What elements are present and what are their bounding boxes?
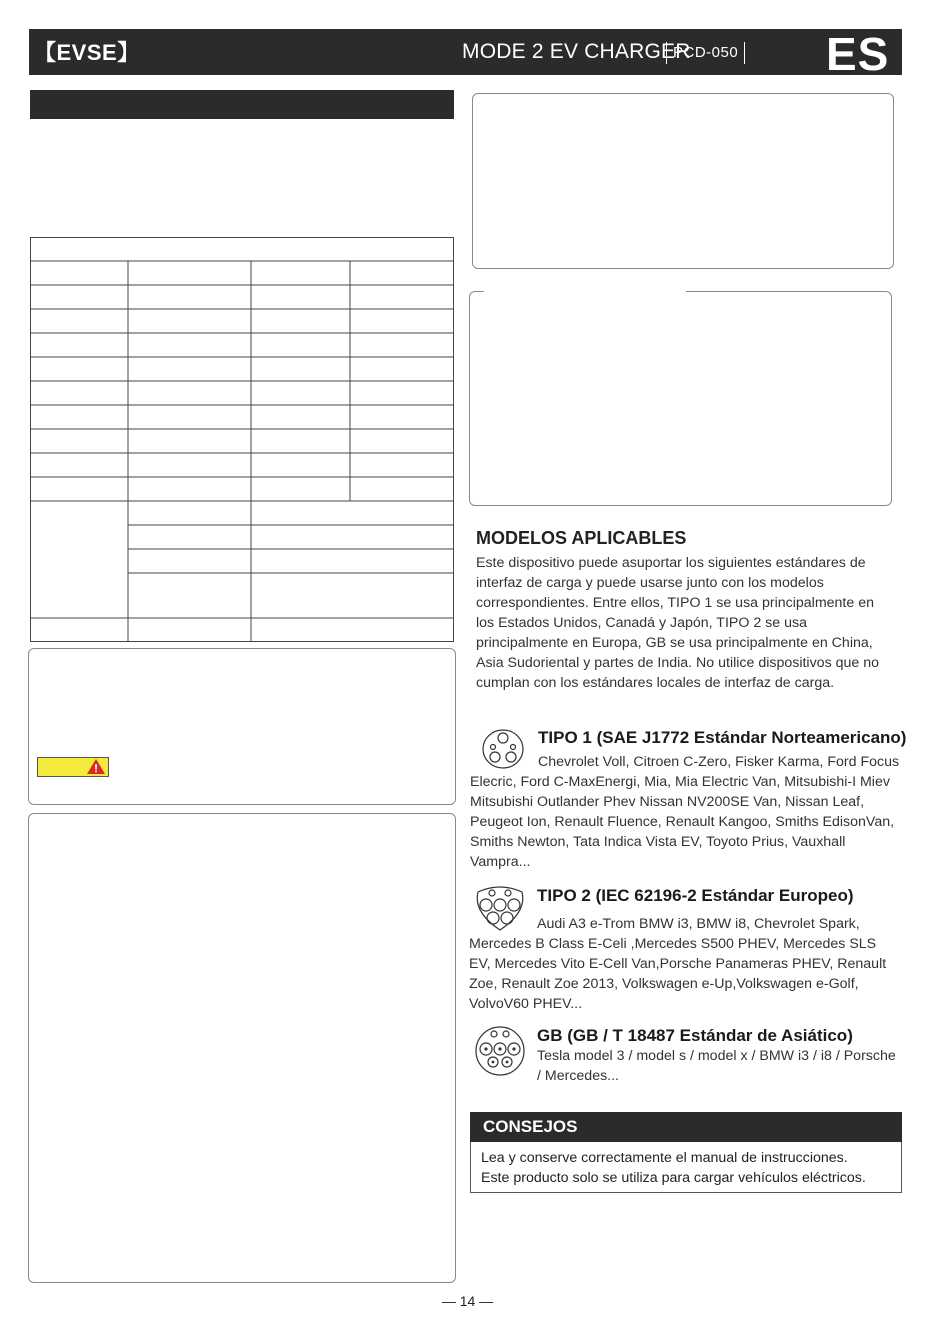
box-title-gap [484, 286, 686, 296]
tips-line: Lea y conserve correctamente el manual de instrucciones. [481, 1150, 848, 1166]
content-box-left [28, 813, 456, 1283]
gb-title: GB (GB / T 18487 Estándar de Asiático) [537, 1026, 853, 1045]
type2-title: TIPO 2 (IEC 62196-2 Estándar Europeo) [537, 886, 854, 905]
content-box-right-top [472, 93, 894, 269]
warning-triangle-icon [86, 758, 106, 775]
tips-line: Este producto solo se utiliza para cargar vehículos eléctricos. [481, 1170, 866, 1186]
language-code: ES [826, 28, 890, 80]
section-header-bar [30, 90, 454, 119]
type1-models-text: Chevrolet Voll, Citroen C-Zero, Fisker Karma, Ford Focus Elecric, Ford C-MaxEnergi, Mia, Mia Electric Van, Mitsubishi-I Miev Mitsubishi Outlander Phev Nissan NV200SE Van, Nissan Leaf, Peugeot Ion, Renault Fluence, Renault Kangoo, Smiths EdisonVan, Smiths Newton, Tata Indica Vista EV, Toyoto Prius, Vauxhall Vampra... [470, 754, 900, 870]
applicable-models-title: MODELOS APLICABLES [476, 528, 687, 548]
gb-models-text: Tesla model 3 / model s / model x / BMW i3 / i8 / Porsche / Mercedes... [537, 1048, 896, 1084]
type2-models-text: Audi A3 e-Trom BMW i3, BMW i8, Chevrolet Spark, Mercedes B Class E-Celi ,Mercedes S500 PHEV, Mercedes SLS EV, Mercedes Vito E-Cell Van,Porsche Panameras PHEV, Renault Zoe, Renault Zoe 2013, Volkswagen e-Up,Volkswagen e-Golf, VolvoV60 PHEV... [469, 916, 887, 1012]
page-number: — 14 — [441, 1293, 494, 1309]
gb-connector-icon [472, 1025, 528, 1077]
applicable-models-intro: Este dispositivo puede asuportar los siguientes estándares de interfaz de carga y puede usarse junto con los modelos correspondientes. Entre ellos, TIPO 1 se usa principalmente en los Estados Unidos, Canadá y Japón, TIPO 2 se usa principalmente en Europa, GB se usa principalmente en China, Asia Sudoriental y partes de India. No utilice dispositivos que no cumplan con los estándares locales de interfaz de carga. [476, 555, 879, 691]
warning-box [28, 648, 456, 805]
model-title: MODE 2 EV CHARGER [462, 40, 691, 63]
tips-title: CONSEJOS [483, 1117, 578, 1136]
content-box-right-middle [469, 291, 892, 506]
model-code: PCD-050 [666, 42, 745, 64]
spec-table [30, 237, 455, 643]
type1-title: TIPO 1 (SAE J1772 Estándar Norteamericano) [538, 728, 907, 747]
brand-label: 【EVSE】 [34, 40, 140, 65]
